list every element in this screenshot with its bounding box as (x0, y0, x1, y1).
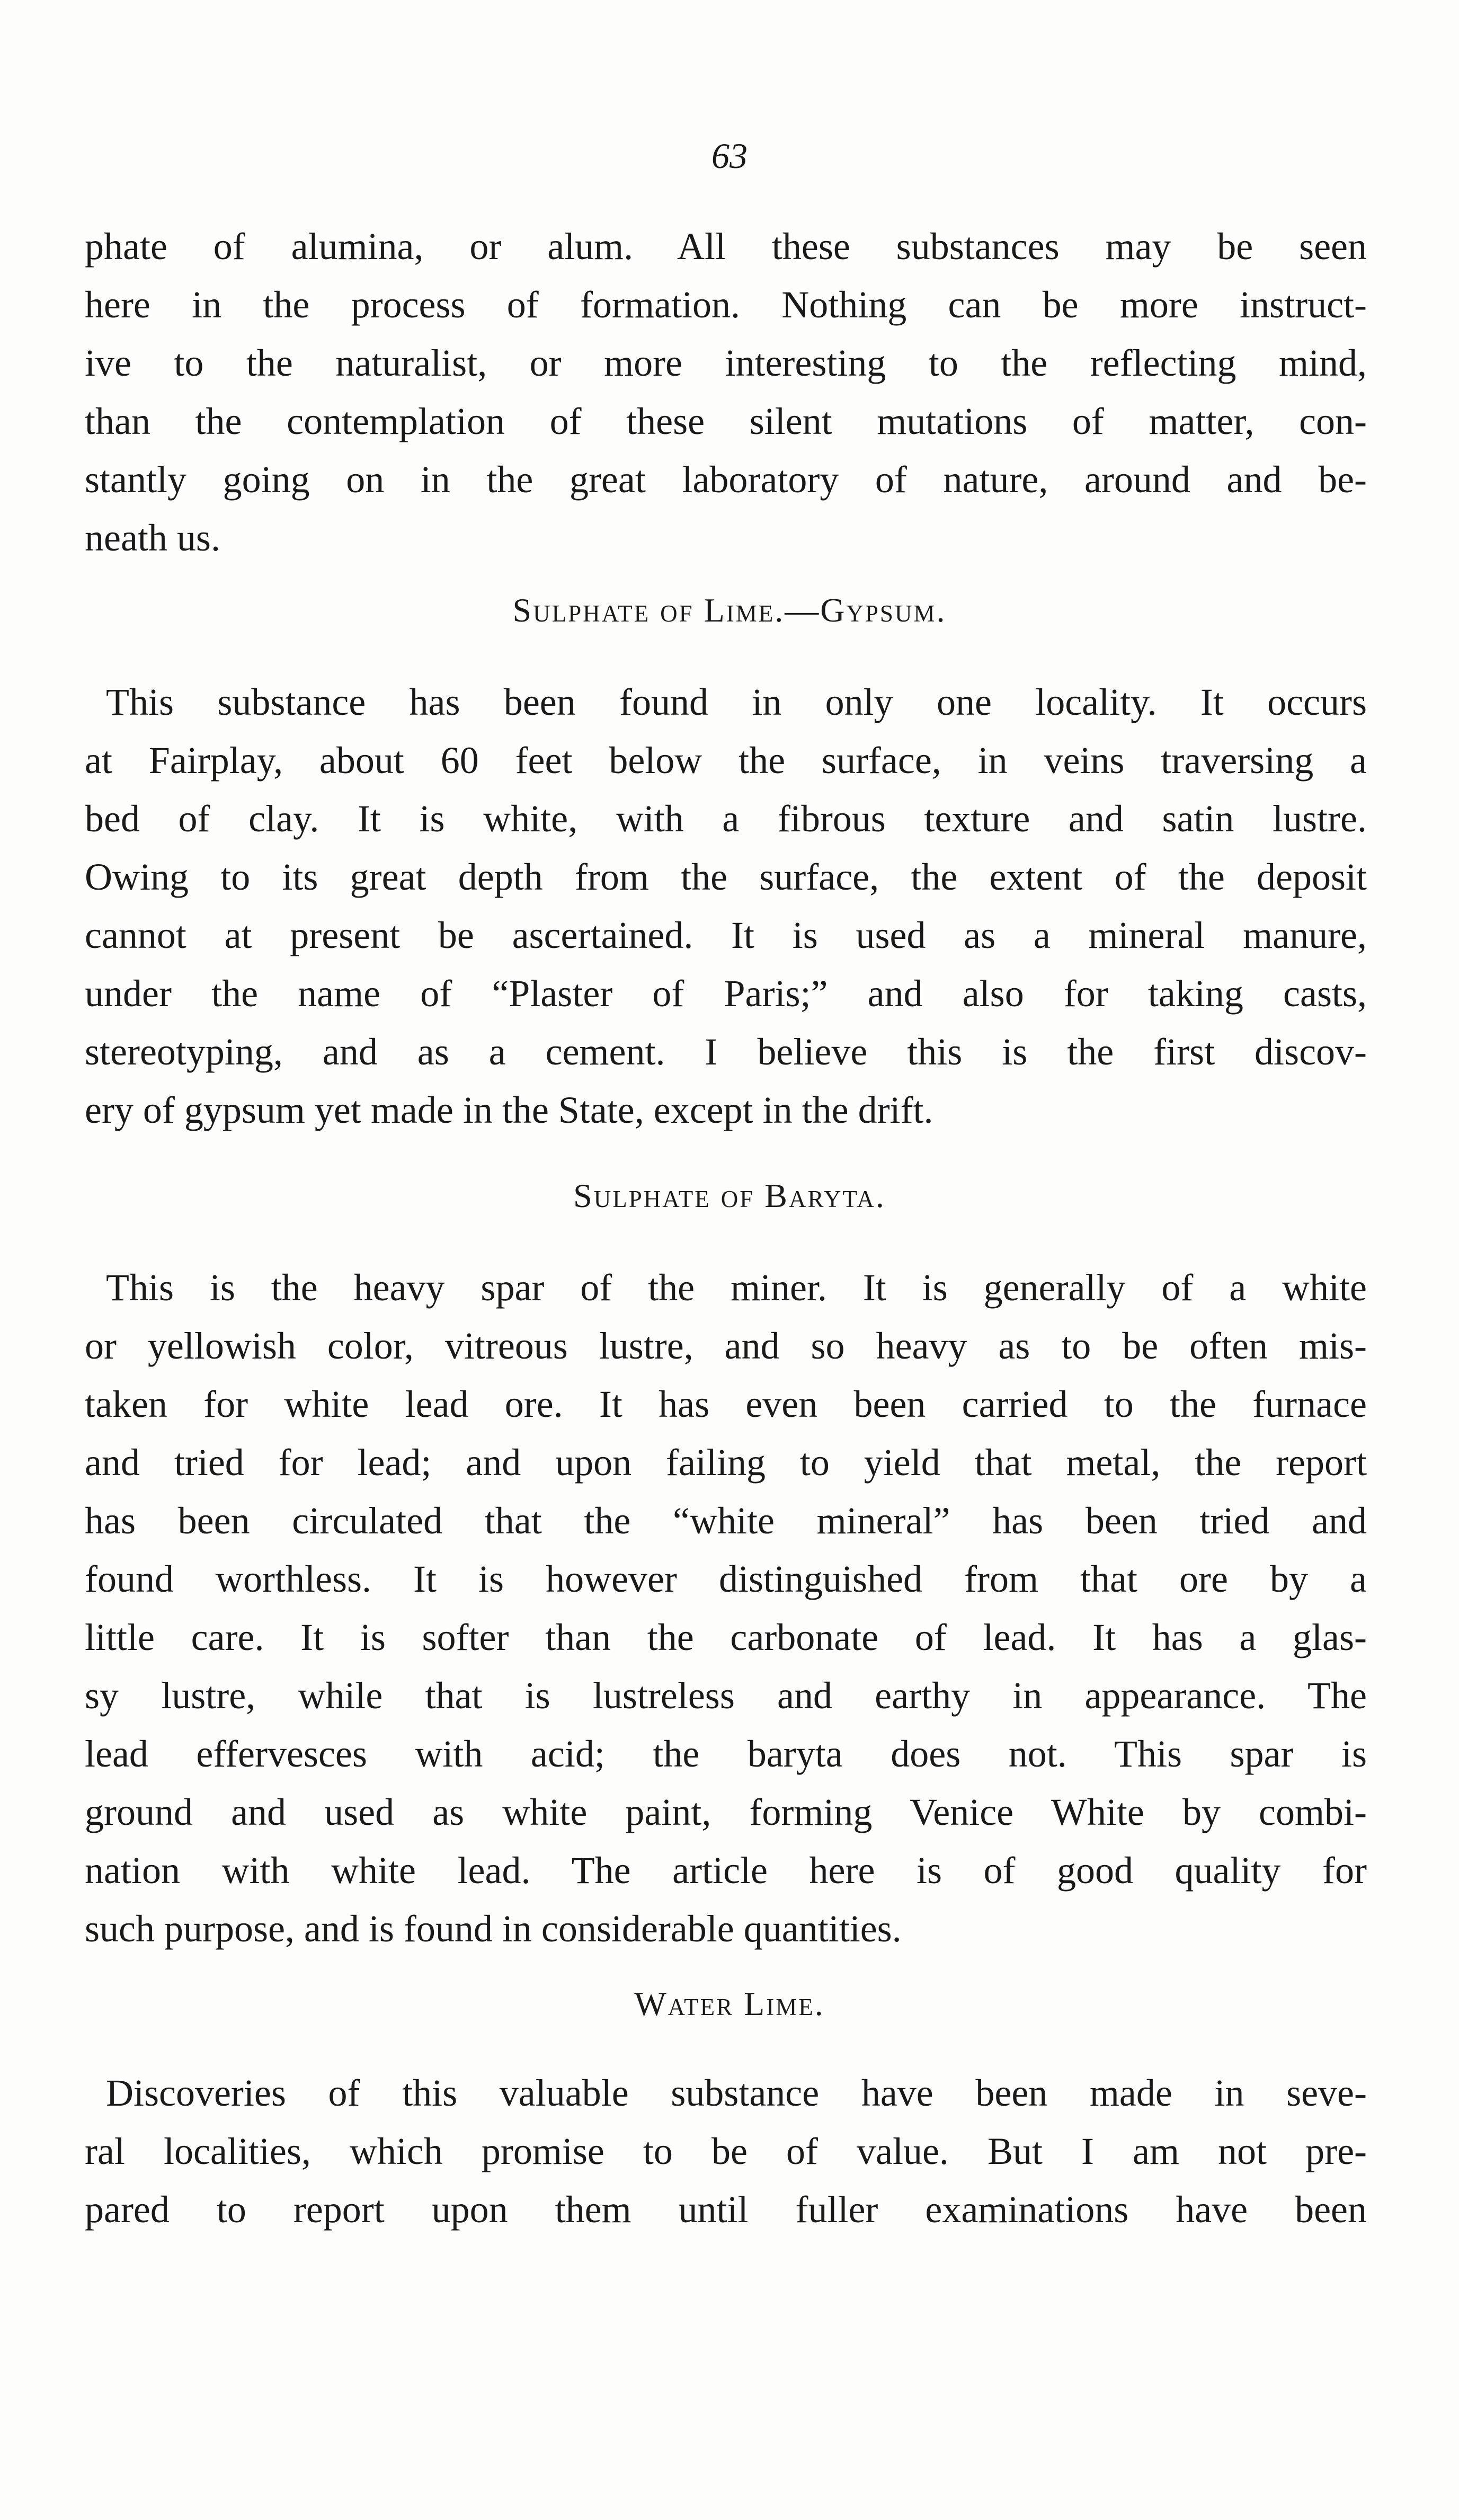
text-line: lead effervesces with acid; the baryta does not. This spar is (85, 1733, 1367, 1775)
text-line: found worthless. It is however distinguished from that ore by a (85, 1558, 1367, 1600)
gypsum-paragraph (85, 673, 1367, 1139)
baryta-paragraph (85, 1258, 1367, 1958)
text-line: stereotyping, and as a cement. I believe this is the first discov- (85, 1031, 1367, 1073)
text-line: stantly going on in the great laboratory of nature, around and be- (85, 458, 1367, 501)
text-line: pared to report upon them until fuller examinations have been (85, 2188, 1367, 2231)
text-line: under the name of “Plaster of Paris;” and also for taking casts, (85, 972, 1367, 1015)
text-line: ery of gypsum yet made in the State, except in the drift. (85, 1089, 933, 1131)
text-line: ive to the naturalist, or more interesting to the reflecting mind, (85, 342, 1367, 384)
text-line: has been circulated that the “white mineral” has been tried and (85, 1499, 1367, 1542)
text-line: cannot at present be ascertained. It is used as a mineral manure, (85, 914, 1367, 956)
section-heading-gypsum: Sulphate of Lime.—Gypsum. (512, 591, 947, 629)
text-line: such purpose, and is found in considerable quantities. (85, 1907, 902, 1950)
text-line: than the contemplation of these silent mutations of matter, con- (85, 400, 1367, 442)
text-line: ground and used as white paint, forming Venice White by combi- (85, 1791, 1367, 1833)
text-line: This substance has been found in only one locality. It occurs (106, 681, 1367, 723)
text-line: neath us. (85, 517, 220, 559)
page-number: 63 (711, 136, 748, 176)
section-heading-baryta: Sulphate of Baryta. (573, 1177, 886, 1214)
text-line: This is the heavy spar of the miner. It is generally of a white (106, 1266, 1367, 1309)
text-line: Discoveries of this valuable substance have been made in seve- (106, 2072, 1367, 2114)
text-line: and tried for lead; and upon failing to yield that metal, the report (85, 1441, 1367, 1484)
text-line: here in the process of formation. Nothing can be more instruct- (85, 283, 1367, 326)
text-line: at Fairplay, about 60 feet below the surface, in veins traversing a (85, 739, 1367, 782)
text-line: phate of alumina, or alum. All these substances may be seen (85, 225, 1367, 268)
intro-paragraph (85, 217, 1367, 567)
text-line: bed of clay. It is white, with a fibrous texture and satin lustre. (85, 797, 1367, 840)
text-line: or yellowish color, vitreous lustre, and so heavy as to be often mis- (85, 1325, 1367, 1367)
water-lime-paragraph (85, 2064, 1367, 2239)
text-line: sy lustre, while that is lustreless and earthy in appearance. The (85, 1674, 1367, 1717)
section-heading-water-lime: Water Lime. (634, 1985, 825, 2022)
text-line: Owing to its great depth from the surface, the extent of the deposit (85, 856, 1367, 898)
text-line: little care. It is softer than the carbonate of lead. It has a glas- (85, 1616, 1367, 1658)
text-line: taken for white lead ore. It has even been carried to the furnace (85, 1383, 1367, 1425)
text-line: nation with white lead. The article here is of good quality for (85, 1849, 1367, 1892)
text-line: ral localities, which promise to be of value. But I am not pre- (85, 2130, 1367, 2172)
